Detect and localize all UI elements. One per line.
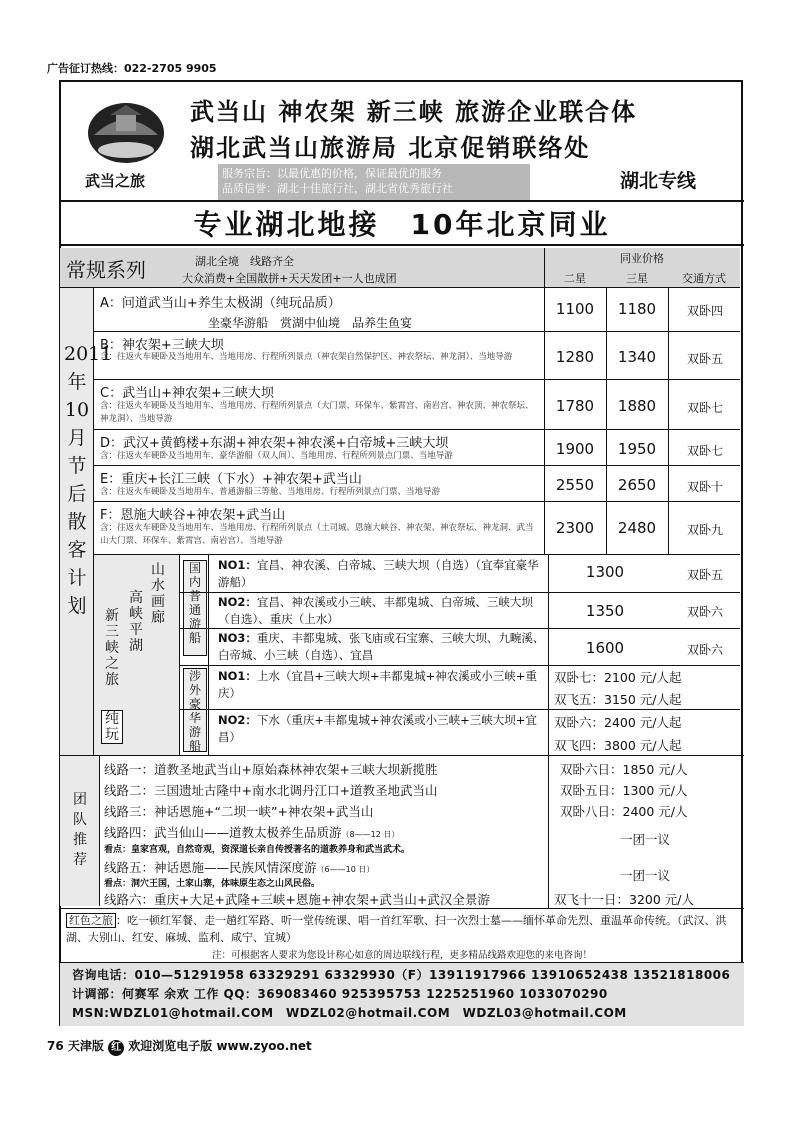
- divider: [606, 288, 607, 555]
- ship-item: [218, 557, 548, 591]
- transport: 双卧六: [686, 605, 723, 619]
- group-line-title: 线路四：武当仙山——道教太极养生品质游: [104, 825, 342, 840]
- group-line: 线路三：神话恩施+“二坝一峡”+神农架+武当山: [104, 804, 374, 819]
- divider: [668, 288, 669, 555]
- group-note: 看点：洞穴王国，土家山寨，体味原生态之山风民俗。: [104, 879, 321, 889]
- luxury-ship-label: 涉外豪华游船: [183, 668, 207, 752]
- route-title: E：重庆+长江三峡（下水）+神农架+武当山: [100, 472, 362, 487]
- domestic-ship-label: 国内普通游船: [183, 560, 207, 656]
- price-three-star: 1340: [617, 348, 657, 366]
- ship-no: NO3：: [218, 631, 257, 645]
- lux-price: 双卧七：2100 元/人起: [554, 670, 682, 685]
- contact-msn: MSN:WDZL01@hotmail.COM WDZL02@hotmail.COM WDZL03@hotmail.COM: [72, 1006, 627, 1020]
- service-box: [218, 164, 530, 200]
- red-tour-text: 吃一顿红军餐、走一趟红军路、听一堂传统课、唱一首红军歌、扫一次烈士墓——缅怀革命先烈、重温革命传统。（武汉、洪湖、大别山、红安、麻城、监利、咸宁、宜城）: [66, 914, 727, 944]
- price-two-star: 1900: [555, 440, 595, 458]
- lux-item: [218, 668, 548, 702]
- category-sub-2: 大众消费+全国散拼+天天发团+一人也成团: [182, 272, 397, 285]
- quality-text: 品质信誉：湖北十佳旅行社，湖北省优秀旅行社: [222, 182, 453, 195]
- lux-desc: 下水（重庆+丰都鬼城+神农溪或小三峡+三峡大坝+宜昌）: [218, 713, 537, 744]
- price-three-star: 2650: [617, 476, 657, 494]
- route-title: F：恩施大峡谷+神农架+武当山: [100, 508, 286, 523]
- col-two-star: 二星: [564, 272, 586, 285]
- category-sub-1: 湖北全境 线路齐全: [195, 255, 294, 268]
- col-three-star: 三星: [626, 272, 648, 285]
- price-two-star: 2300: [555, 519, 595, 537]
- header-title-2: 湖北武当山旅游局 北京促销联络处: [190, 134, 591, 162]
- route-sub: 坐豪华游船 赏湖中仙境 品养生鱼宴: [208, 316, 413, 330]
- ship-label-d: 纯玩: [101, 710, 123, 744]
- ship-label-c: 新三峡之旅: [105, 608, 119, 688]
- route-title: D：武汉+黄鹤楼+东湖+神农架+神农溪+白帝城+三峡大坝: [100, 436, 449, 451]
- contact-phone: 咨询电话：010—51291958 63329291 63329930（F）13911917966 13910652438 13521818006: [72, 968, 731, 982]
- ad-hotline: 广告征订热线：022-2705 9905: [47, 62, 217, 75]
- transport: 双卧十: [686, 480, 723, 494]
- group-line-days: （6——10 日）: [316, 865, 375, 874]
- transport: 双卧七: [686, 444, 723, 458]
- lux-price: 双飞四：3800 元/人起: [554, 738, 682, 753]
- transport: 双卧五: [686, 568, 723, 582]
- category-title: 常规系列: [66, 258, 146, 282]
- route-sub: 含：往返火车硬卧及当地用车、豪华游船（双人间）、当地用房、行程所列景点门票、当地导游: [100, 451, 453, 461]
- price-three-star: 1880: [617, 397, 657, 415]
- price-three-star: 1180: [617, 300, 657, 318]
- red-tour: 红色之旅 ：吃一顿红军餐、走一趟红军路、听一堂传统课、唱一首红军歌、扫一次烈士墓——缅怀革命先烈、重温革命传统。（武汉、洪湖、大别山、红安、麻城、监利、咸宁、宜城）: [66, 914, 727, 944]
- lux-price: 双卧六：2400 元/人起: [554, 715, 682, 730]
- ship-label-b: 高峡平湖: [129, 590, 143, 654]
- group-price: 双卧八日：2400 元/人: [560, 804, 688, 819]
- price-three-star: 2480: [617, 519, 657, 537]
- transport: 双卧五: [686, 352, 723, 366]
- slogan: 专业湖北地接 10年北京同业: [60, 200, 744, 246]
- divider: [60, 755, 744, 756]
- group-line: 线路二：三国遗址古隆中+南水北调丹江口+道教圣地武当山: [104, 783, 438, 798]
- group-price: 一团一议: [620, 832, 671, 847]
- lux-no: NO2：: [218, 713, 257, 727]
- group-line: [104, 858, 374, 876]
- group-line: 线路六：重庆+大足+武隆+三峡+恩施+神农架+武当山+武汉全景游: [104, 892, 490, 907]
- contact-box: [60, 962, 744, 1026]
- group-price: 一团一议: [620, 868, 671, 883]
- route-sub: 含：往返火车硬卧及当地用车、普通游船三等舱、当地用房、行程所列景点门票、当地导游: [100, 487, 441, 497]
- price-two-star: 1280: [555, 348, 595, 366]
- note: 注：可根据客人要求为您设计称心如意的周边联线行程，更多精品线路欢迎您的来电咨询！: [211, 950, 592, 961]
- transport: 双卧四: [686, 304, 723, 318]
- price-three-star: 1950: [617, 440, 657, 458]
- route-sub: 含：往返火车硬卧及当地用车、当地用房、行程所列景点（土司城、恩施大峡谷、神农架、神农祭坛、神龙洞、武当山大门票、环保车、紫霄宫、南岩宫）、当地导游: [100, 523, 534, 546]
- group-price: 双飞十一日：3200 元/人: [554, 892, 694, 907]
- footer: [47, 1037, 312, 1056]
- transport: 双卧七: [686, 401, 723, 415]
- route-sub: 含：往返火车硬卧及当地用车、当地用房、行程所列景点（大门票、环保车、紫霄宫、南岩宫、神农顶、神农祭坛、神龙洞）、当地导游: [100, 401, 534, 424]
- divider: [208, 555, 209, 755]
- group-line-title: 线路五：神话恩施——民族风情深度游: [104, 860, 317, 875]
- logo-text: 武当之旅: [85, 172, 146, 190]
- group-label: 团队推荐: [73, 792, 87, 868]
- lux-item: [218, 712, 548, 746]
- ship-no: NO1：: [218, 558, 257, 572]
- service-text: 服务宗旨：以最优惠的价格，保证最优的服务: [222, 167, 442, 180]
- lux-no: NO1：: [218, 669, 257, 683]
- group-line: [104, 823, 399, 841]
- ship-price: 1600: [585, 639, 625, 657]
- special-line-label: 湖北专线: [620, 170, 697, 192]
- ship-no: NO2：: [218, 595, 257, 609]
- ship-desc: 宜昌、神农溪或小三峡、丰都鬼城、白帝城、三峡大坝（自选）、重庆（上水）: [218, 595, 533, 626]
- lux-desc: 上水（宜昌+三峡大坝+丰都鬼城+神农溪或小三峡+重庆）: [218, 669, 537, 700]
- transport: 双卧九: [686, 523, 723, 537]
- price-label: 同业价格: [620, 252, 664, 265]
- group-note: 看点：皇家宫观，自然奇观，资深道长亲自传授著名的道教养身和武当武术。: [104, 845, 411, 855]
- ship-desc: 重庆、丰都鬼城、张飞庙或石宝寨、三峡大坝、九畹溪、白帝城、小三峡（自选）、宜昌: [218, 631, 545, 662]
- page-number: 76 天津版: [47, 1039, 104, 1053]
- temple-logo: [86, 95, 166, 165]
- lux-price: 双飞五：3150 元/人起: [554, 692, 682, 707]
- divider: [548, 555, 549, 755]
- route-title: A：问道武当山+养生太极湖（纯玩品质）: [100, 296, 341, 311]
- footer-link[interactable]: 欢迎浏览电子版 www.zyoo.net: [128, 1039, 312, 1053]
- group-price: 双卧六日：1850 元/人: [560, 762, 688, 777]
- ship-price: 1300: [585, 563, 625, 581]
- red-tour-label: 红色之旅: [66, 913, 116, 928]
- group-price: 双卧五日：1300 元/人: [560, 783, 688, 798]
- vertical-label: 2011年10月节后散客计划: [64, 343, 113, 617]
- col-transport: 交通方式: [682, 272, 726, 285]
- group-line-days: （8——12 日）: [341, 830, 400, 839]
- ship-label-a: 山水画廊: [151, 562, 165, 626]
- badge-icon: 红: [108, 1040, 124, 1056]
- price-two-star: 1780: [555, 397, 595, 415]
- divider: [544, 288, 545, 555]
- transport: 双卧六: [686, 643, 723, 657]
- ship-desc: 宜昌、神农溪、白帝城、三峡大坝（自选）（宜奉宜豪华游船）: [218, 558, 539, 589]
- price-two-star: 1100: [555, 300, 595, 318]
- route-title: B：神农架+三峡大坝: [100, 338, 224, 353]
- divider: [60, 908, 744, 909]
- ship-price: 1350: [585, 602, 625, 620]
- route-title: C：武当山+神农架+三峡大坝: [100, 386, 274, 401]
- header-title-1: 武当山 神农架 新三峡 旅游企业联合体: [190, 98, 638, 126]
- group-line: 线路一：道教圣地武当山+原始森林神农架+三峡大坝新揽胜: [104, 762, 438, 777]
- route-sub: 含：往返火车硬卧及当地用车、当地用房、行程所列景点（神农架自然保护区、神农祭坛、神龙洞）、当地导游: [100, 352, 513, 362]
- price-two-star: 2550: [555, 476, 595, 494]
- contact-qq: 计调部：何赛军 余欢 工作 QQ：369083460 925395753 1225251960 1033070290: [72, 987, 608, 1001]
- ship-item: [218, 594, 548, 628]
- divider: [548, 756, 549, 908]
- ship-item: [218, 630, 548, 664]
